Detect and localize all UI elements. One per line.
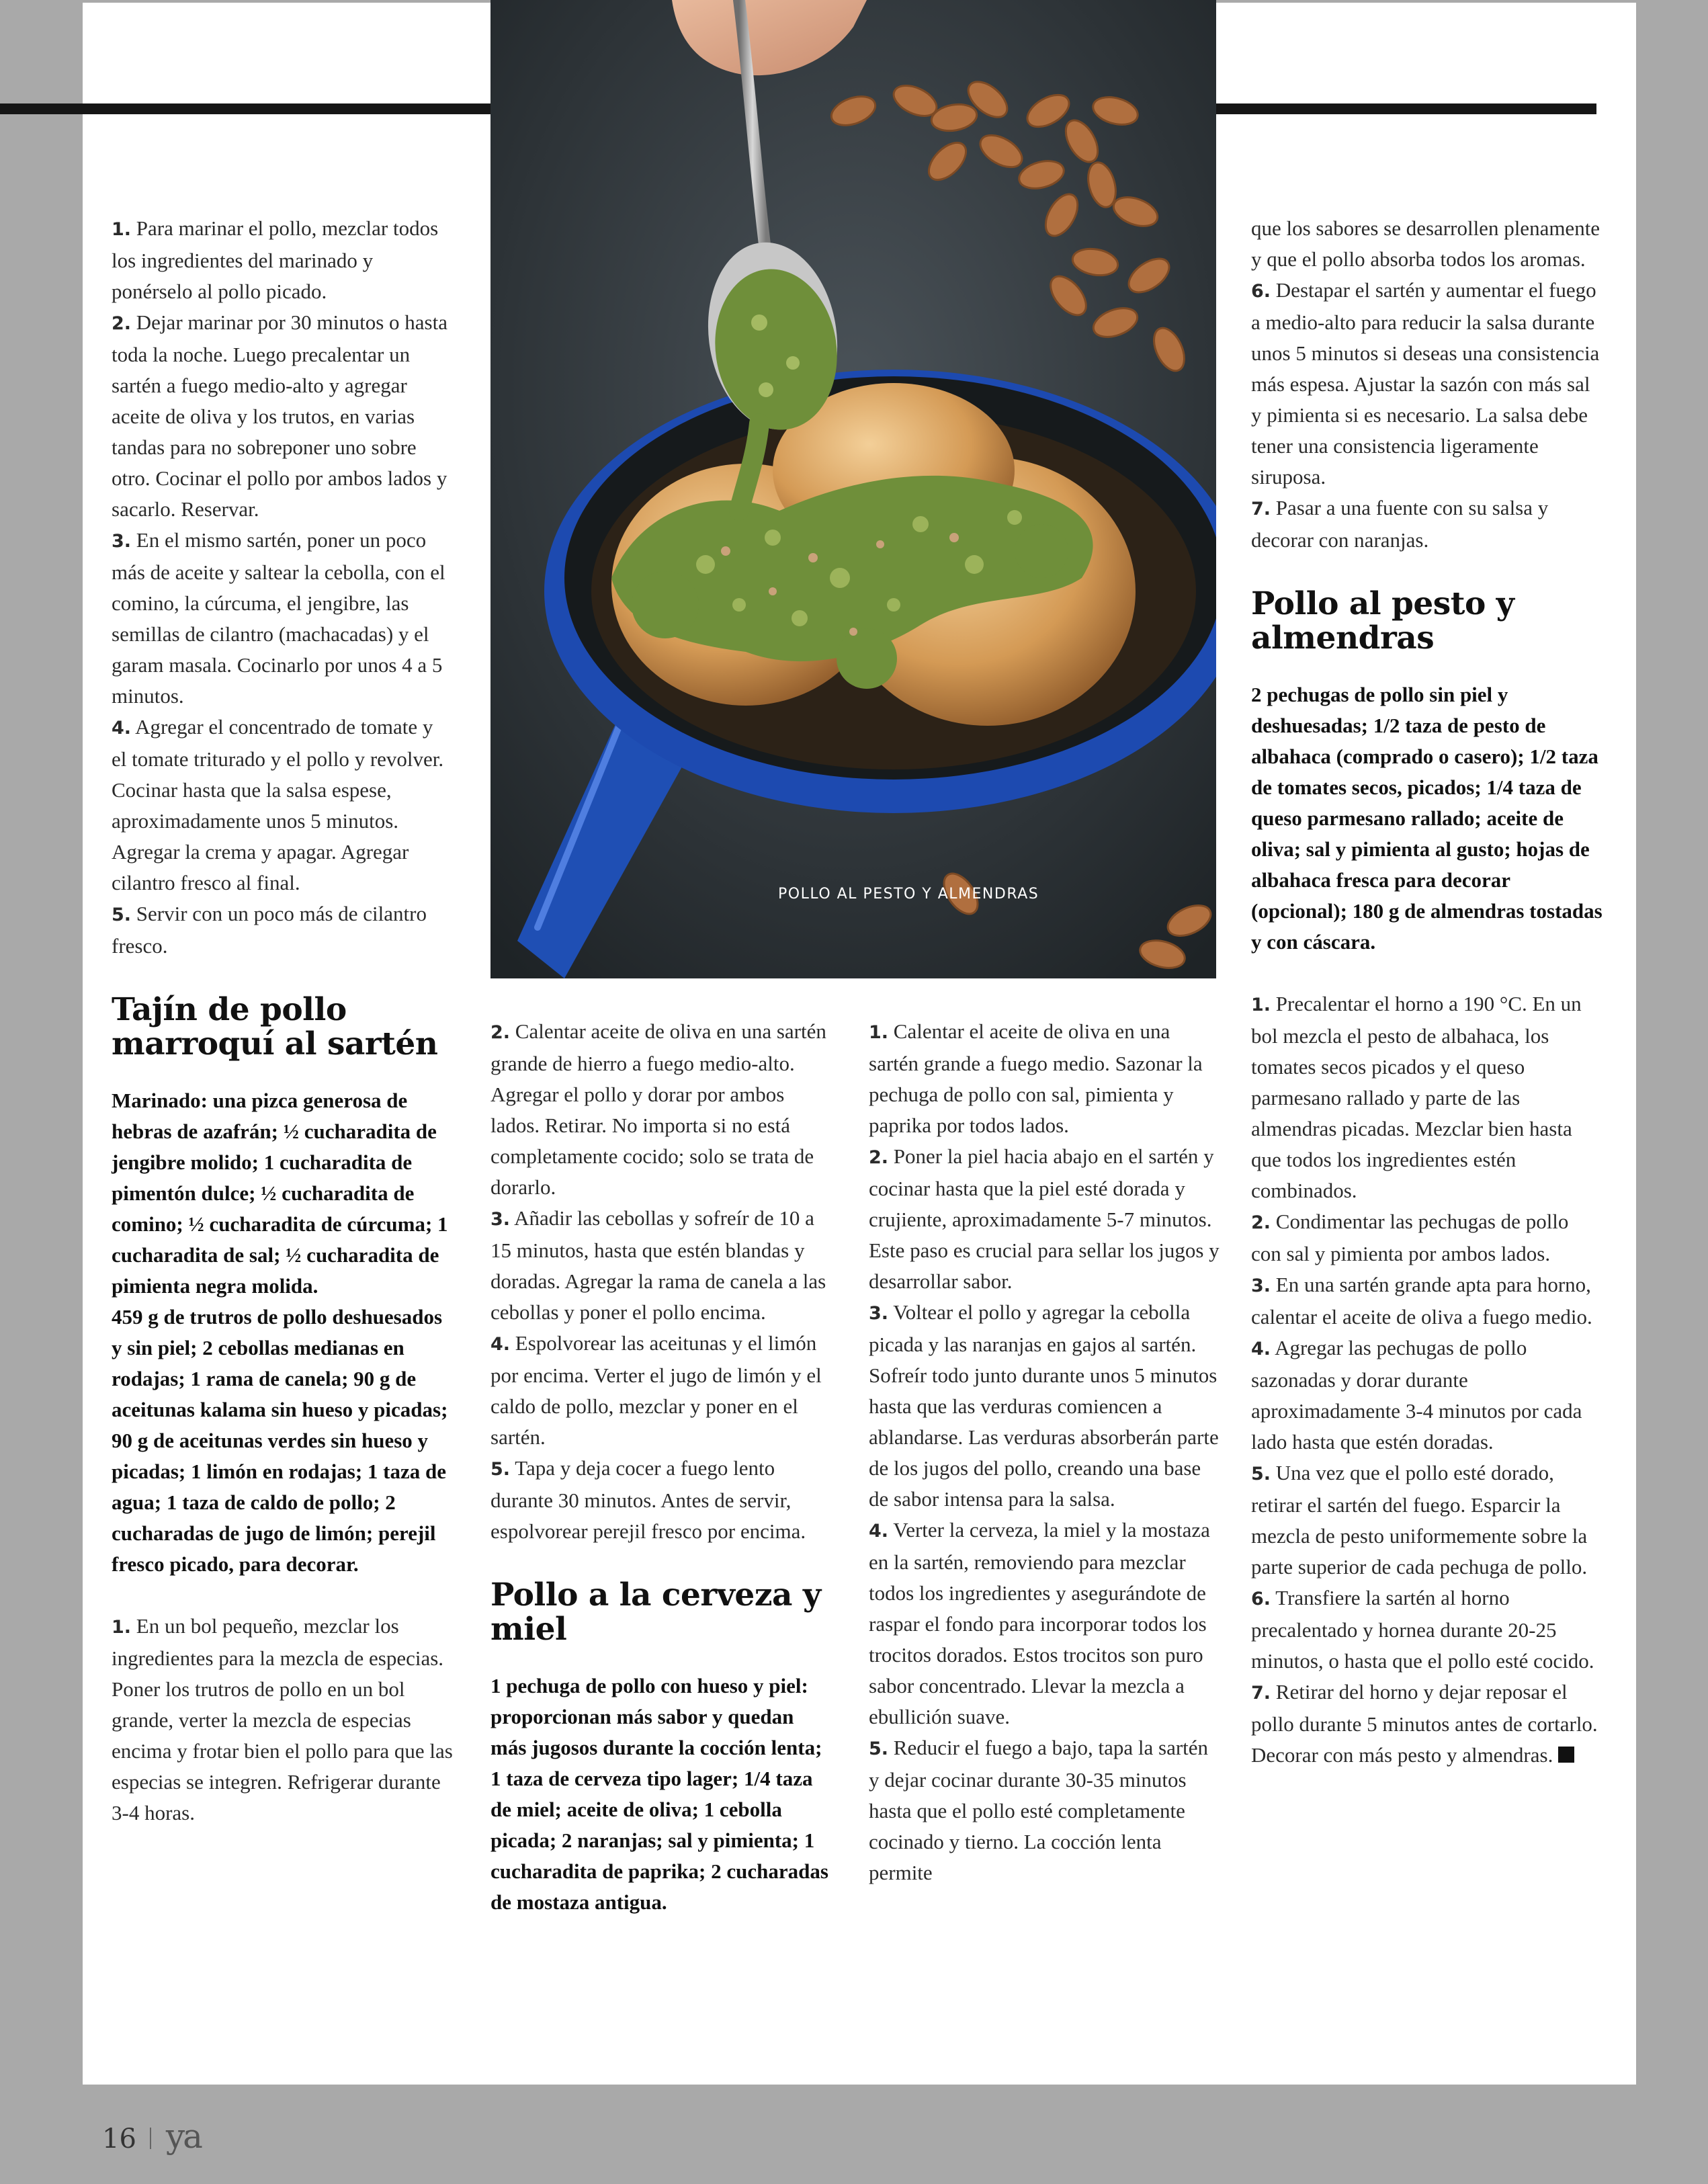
step-paragraph: 4. Agregar las pechugas de pollo sazonadas y dorar durante aproximadamente 3-4 minutos por cada lado hasta que estén doradas.	[1251, 1336, 1582, 1454]
step-paragraph: 4. Verter la cerveza, la miel y la mostaza en la sartén, removiendo para mezclar todos los ingredientes y asegurándote de raspar el fondo para incorporar todos los trocitos dorados. Estos trocitos son puro sabor concentrado. Llevar la mezcla a ebullición suave.	[869, 1518, 1210, 1728]
photo-caption: POLLO AL PESTO Y ALMENDRAS	[778, 886, 1039, 902]
recipe-title-tajin: Tajín de pollo marroquí al sartén	[112, 991, 438, 1062]
step-paragraph: 1. Para marinar el pollo, mezclar todos los ingredientes del marinado y ponérselo al pollo picado.	[112, 216, 439, 303]
tajin-ingredients: 459 g de trutros de pollo deshuesados y sin piel; 2 cebollas medianas en rodajas; 1 rama de canela; 90 g de aceitunas kalama sin hueso y picadas; 90 g de aceitunas verdes sin hueso y picadas; 1 limón en rodajas; 1 taza de agua; 1 taza de caldo de pollo; 2 cucharadas de jugo de limón; perejil fresco picado, para decorar.	[112, 1305, 448, 1576]
page-number: 16	[102, 2124, 136, 2154]
step-paragraph: 6. Transfiere la sartén al horno precalentado y hornea durante 20-25 minutos, o hasta que el pollo esté cocido.	[1251, 1586, 1594, 1673]
step-paragraph: 3. En el mismo sartén, poner un poco más de aceite y saltear la cebolla, con el comino, la cúrcuma, el jengibre, las semillas de cilantro (machacadas) y el garam masala. Cocinarlo por unos 4 a 5 minutos.	[112, 528, 445, 708]
step-paragraph: 2. Poner la piel hacia abajo en el sartén y cocinar hasta que la piel esté dorada y crujiente, aproximadamente 5-7 minutos. Este paso es crucial para sellar los jugos y desarrollar sabor.	[869, 1144, 1220, 1293]
step-paragraph: 7. Retirar del horno y dejar reposar el pollo durante 5 minutos antes de cortarlo. Decorar con más pesto y almendras.	[1251, 1680, 1598, 1767]
step-paragraph: 6. Destapar el sartén y aumentar el fuego a medio-alto para reducir la salsa durante unos 5 minutos si deseas una consistencia más espesa. Ajustar la sazón con más sal y pimienta si es necesario. La salsa debe tener una consistencia ligeramente siruposa.	[1251, 278, 1600, 489]
cerveza-ingredients: 1 pechuga de pollo con hueso y piel: proporcionan más sabor y quedan más jugosos durante la cocción lenta; 1 taza de cerveza tipo lager; 1/4 taza de miel; aceite de oliva; 1 cebolla picada; 2 naranjas; sal y pimienta; 1 cucharadita de paprika; 2 cucharadas de mostaza antigua.	[490, 1674, 828, 1914]
page-footer	[102, 2117, 201, 2156]
step-paragraph: 5. Reducir el fuego a bajo, tapa la sartén y dejar cocinar durante 30-35 minutos hasta que el pollo esté completamente cocinado y tierno. La cocción lenta permite	[869, 1736, 1209, 1884]
recipe-photo	[490, 0, 1216, 978]
footer-divider	[150, 2128, 151, 2149]
step-paragraph: 1. Calentar el aceite de oliva en una sartén grande a fuego medio. Sazonar la pechuga de pollo con sal, pimienta y paprika por todos lados.	[869, 1019, 1203, 1137]
step-paragraph: 5. Servir con un poco más de cilantro fresco.	[112, 902, 427, 958]
column-2	[490, 1016, 833, 1918]
tajin-marinade: Marinado: una pizca generosa de hebras de azafrán; ½ cucharadita de jengibre molido; 1 cucharadita de pimentón dulce; ½ cucharadita de comino; ½ cucharadita de cúrcuma; 1 cucharadita de sal; ½ cucharadita de pimienta negra molida.	[112, 1089, 448, 1298]
end-of-article-mark	[1558, 1747, 1574, 1763]
step-paragraph: 1. En un bol pequeño, mezclar los ingredientes para la mezcla de especias. Poner los trutros de pollo en un bol grande, verter la mezcla de especias encima y frotar bien el pollo para que las especias se integren. Refrigerar durante 3-4 horas.	[112, 1614, 453, 1824]
step-paragraph: 7. Pasar a una fuente con su salsa y decorar con naranjas.	[1251, 496, 1549, 552]
column-4	[1251, 213, 1603, 1771]
step-paragraph: 4. Espolvorear las aceitunas y el limón por encima. Verter el jugo de limón y el caldo de pollo, mezclar y poner en el sartén.	[490, 1331, 822, 1449]
top-rule-right	[1215, 103, 1596, 114]
column-1	[112, 213, 453, 1829]
magazine-logo: ya	[165, 2117, 201, 2156]
step-paragraph: 3. En una sartén grande apta para horno, calentar el aceite de oliva a fuego medio.	[1251, 1273, 1592, 1329]
step-paragraph: 2. Dejar marinar por 30 minutos o hasta toda la noche. Luego precalentar un sartén a fuego medio-alto y agregar aceite de oliva y los trutos, en varias tandas para no sobreponer uno sobre otro. Cocinar el pollo por ambos lados y sacarlo. Reservar.	[112, 310, 447, 521]
step-paragraph: 5. Tapa y deja cocer a fuego lento durante 30 minutos. Antes de servir, espolvorear perejil fresco por encima.	[490, 1456, 806, 1543]
column-3	[869, 1016, 1220, 1888]
step-paragraph: 2. Condimentar las pechugas de pollo con sal y pimienta por ambos lados.	[1251, 1210, 1569, 1265]
step-paragraph: 3. Añadir las cebollas y sofreír de 10 a 15 minutos, hasta que estén blandas y doradas. Agregar la rama de canela a las cebollas y poner el pollo encima.	[490, 1206, 826, 1324]
recipe-title-pesto: Pollo al pesto y almendras	[1251, 585, 1514, 657]
step-paragraph: 1. Precalentar el horno a 190 °C. En un bol mezcla el pesto de albahaca, los tomates secos picados y el queso parmesano rallado y parte de las almendras picadas. Mezclar bien hasta que todos los ingredientes estén combinados.	[1251, 992, 1582, 1202]
step-paragraph: 5. Una vez que el pollo esté dorado, retirar el sartén del fuego. Esparcir la mezcla de pesto uniformemente sobre la parte superior de cada pechuga de pollo.	[1251, 1461, 1588, 1579]
step-paragraph: 2. Calentar aceite de oliva en una sartén grande de hierro a fuego medio-alto. Agregar el pollo y dorar por ambos lados. Retirar. No importa si no está completamente cocido; solo se trata de dorarlo.	[490, 1019, 826, 1199]
top-rule-left	[0, 103, 492, 114]
pesto-chicken-illustration	[490, 0, 1216, 978]
recipe-title-cerveza: Pollo a la cerveza y miel	[490, 1577, 821, 1648]
pesto-ingredients: 2 pechugas de pollo sin piel y deshuesadas; 1/2 taza de pesto de albahaca (comprado o casero); 1/2 taza de tomates secos, picados; 1/4 taza de queso parmesano rallado; aceite de oliva; sal y pimienta al gusto; hojas de albahaca fresca para decorar (opcional); 180 g de almendras tostadas y con cáscara.	[1251, 683, 1603, 954]
step-paragraph: 3. Voltear el pollo y agregar la cebolla picada y las naranjas en gajos al sartén. Sofreír todo junto durante unos 5 minutos hasta que las verduras comiencen a ablandarse. Las verduras absorberán parte de los jugos del pollo, creando una base de sabor intensa para la salsa.	[869, 1300, 1219, 1511]
step-paragraph: 4. Agregar el concentrado de tomate y el tomate triturado y el pollo y revolver. Cocinar hasta que la salsa espese, aproximadamente unos 5 minutos. Agregar la crema y apagar. Agregar cilantro fresco al final.	[112, 715, 444, 894]
continued-text: que los sabores se desarrollen plenamente y que el pollo absorba todos los aromas.	[1251, 216, 1600, 271]
